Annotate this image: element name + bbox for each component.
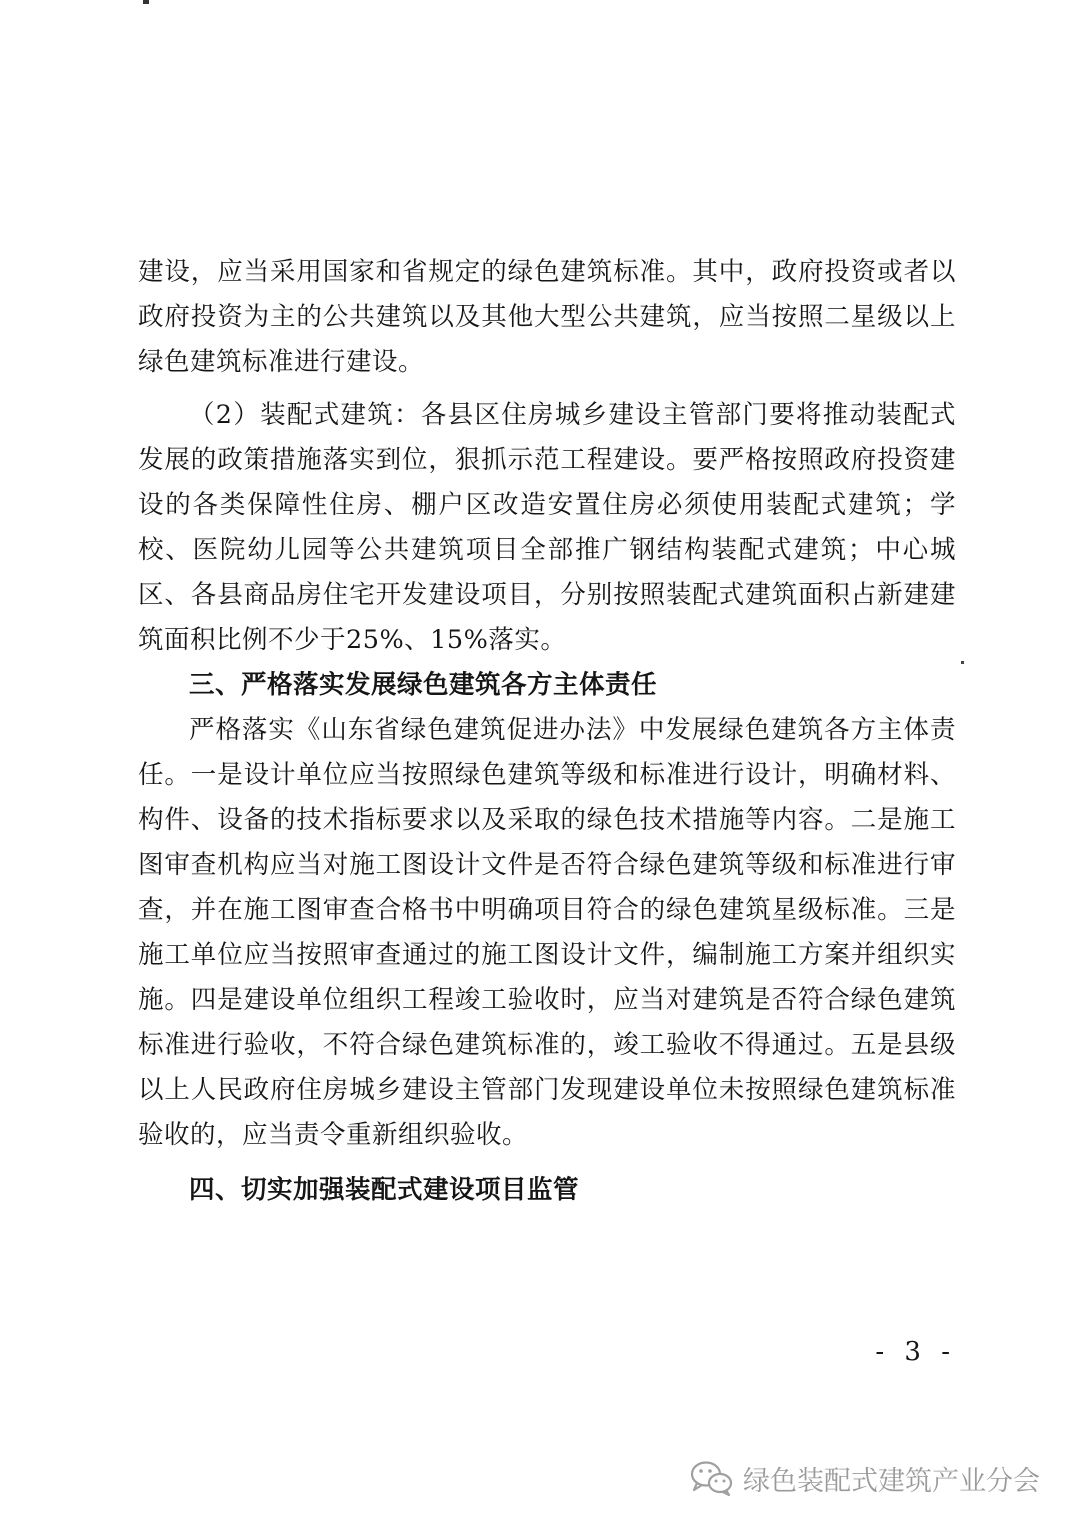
paragraph-3: 严格落实《山东省绿色建筑促进办法》中发展绿色建筑各方主体责任。一是设计单位应当按照绿色建筑等级和标准进行设计，明确材料、构件、设备的技术指标要求以及采取的绿色技术措施等内容。二是施工图审查机构应当对施工图设计文件是否符合绿色建筑等级和标准进行审查，并在施工图审查合格书中明确项目符合的绿色建筑星级标准。三是施工单位应当按照审查通过的施工图设计文件，编制施工方案并组织实施。四是建设单位组织工程竣工验收时，应当对建筑是否符合绿色建筑标准进行验收，不符合绿色建筑标准的，竣工验收不得通过。五是县级以上人民政府住房城乡建设主管部门发现建设单位未按照绿色建筑标准验收的，应当责令重新组织验收。 (138, 715, 956, 1150)
scan-mark (143, 0, 149, 4)
wechat-icon (689, 1459, 735, 1497)
page-number: - 3 - (875, 1337, 956, 1367)
paragraph-2: （2）装配式建筑：各县区住房城乡建设主管部门要将推动装配式发展的政策措施落实到位，狠抓示范工程建设。要严格按照政府投资建设的各类保障性住房、棚户区改造安置住房必须使用装配式建筑；学校、医院幼儿园等公共建筑项目全部推广钢结构装配式建筑；中心城区、各县商品房住宅开发建设项目，分别按照装配式建筑面积占新建建筑面积比例不少于25%、15%落实。 (138, 400, 956, 655)
scan-dot (961, 661, 964, 664)
watermark-text: 绿色装配式建筑产业分会 (743, 1465, 1040, 1497)
section-heading-4: 四、切实加强装配式建设项目监管 (189, 1175, 580, 1205)
section-heading-3: 三、严格落实发展绿色建筑各方主体责任 (189, 670, 658, 700)
paragraph-1: 建设，应当采用国家和省规定的绿色建筑标准。其中，政府投资或者以政府投资为主的公共建筑以及其他大型公共建筑，应当按照二星级以上绿色建筑标准进行建设。 (138, 257, 956, 377)
wechat-watermark (689, 1458, 1040, 1498)
body-text (138, 250, 956, 1213)
